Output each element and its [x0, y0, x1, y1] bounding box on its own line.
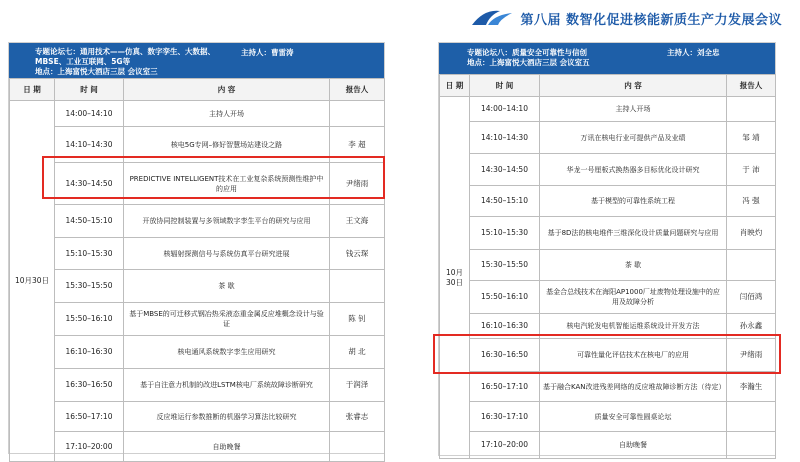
highlight-box [433, 334, 781, 374]
session-title: 质量安全可靠性圆桌论坛 [540, 402, 727, 432]
session-time: 14:50–15:10 [55, 205, 124, 238]
session-title: 主持人开场 [540, 97, 727, 122]
session-title: 基于自注意力机制的改进LSTM核电厂系统故障诊断研究 [124, 369, 330, 402]
forum-eight-title: 专题论坛八：质量安全可靠性与信创 [467, 48, 587, 57]
session-reporter: 陈 钊 [330, 303, 385, 336]
forum-eight-location: 地点：上海富悦大酒店三层 会议室五 [467, 58, 590, 67]
schedule-row [440, 122, 776, 154]
session-time: 16:10–16:30 [470, 314, 540, 339]
schedule-row [440, 97, 776, 122]
session-title: 可靠性量化评估技术在核电厂的应用 [540, 339, 727, 372]
session-title: 核电汽轮发电机智能运维系统设计开发方法 [540, 314, 727, 339]
session-time: 16:50–17:10 [55, 402, 124, 432]
date-column-header: 日 期 [10, 79, 55, 101]
schedule-row [440, 372, 776, 402]
session-time: 15:10–15:30 [470, 217, 540, 250]
date-column-header: 日 期 [440, 75, 470, 97]
session-time: 15:50–16:10 [55, 303, 124, 336]
session-reporter [727, 402, 776, 432]
session-reporter: 尹绪雨 [330, 163, 385, 205]
forum-seven-schedule-table [9, 78, 385, 462]
schedule-row [440, 217, 776, 250]
forum-seven-panel [8, 42, 385, 454]
forum-seven-title: 专题论坛七：通用技术——仿真、数字孪生、大数据、MBSE、工业互联网、5G等 [35, 47, 215, 66]
schedule-row [440, 281, 776, 314]
session-time: 16:10–16:30 [55, 336, 124, 369]
session-time: 17:10–20:00 [55, 432, 124, 462]
content-column-header: 内 容 [124, 79, 330, 101]
schedule-row [440, 186, 776, 217]
forum-seven-host: 主持人：曹雷涛 [241, 48, 294, 57]
session-reporter: 于 沛 [727, 154, 776, 186]
session-reporter: 冯 强 [727, 186, 776, 217]
session-title: 基于MBSE的可迁移式钢冶热采液态重金属反应堆概念设计与验证 [124, 303, 330, 336]
session-reporter: 闫佰鸿 [727, 281, 776, 314]
session-time: 15:30–15:50 [55, 270, 124, 303]
forum-eight-panel [438, 42, 776, 456]
session-reporter: 钱云琛 [330, 238, 385, 270]
session-time: 16:30–16:50 [55, 369, 124, 402]
session-reporter: 邹 靖 [727, 122, 776, 154]
forum-seven-location: 地点：上海富悦大酒店三层 会议室三 [35, 67, 158, 76]
session-time: 14:10–14:30 [470, 122, 540, 154]
schedule-row [10, 238, 385, 270]
session-time: 14:00–14:10 [55, 101, 124, 127]
forum-eight-host: 主持人：刘全忠 [667, 48, 720, 57]
schedule-row [10, 303, 385, 336]
session-reporter: 张睿志 [330, 402, 385, 432]
session-reporter: 肖映灼 [727, 217, 776, 250]
session-time: 14:30–14:50 [470, 154, 540, 186]
session-reporter [727, 250, 776, 281]
session-time: 17:10–20:00 [470, 432, 540, 459]
schedule-row [10, 336, 385, 369]
time-column-header: 时 间 [55, 79, 124, 101]
schedule-row [10, 402, 385, 432]
session-reporter [330, 101, 385, 127]
session-title: 反应堆运行参数推断的机器学习算法比较研究 [124, 402, 330, 432]
session-reporter: 于润泽 [330, 369, 385, 402]
session-reporter [727, 97, 776, 122]
session-date: 10月30日 [440, 97, 470, 459]
schedule-row [10, 432, 385, 462]
conference-title: 第八届 数智化促进核能新质生产力发展会议 [520, 12, 782, 28]
content-column-header: 内 容 [540, 75, 727, 97]
session-title: 自助晚餐 [124, 432, 330, 462]
reporter-column-header: 报告人 [330, 79, 385, 101]
conference-emblem-icon [470, 7, 514, 29]
session-reporter: 尹绪雨 [727, 339, 776, 372]
schedule-row [440, 154, 776, 186]
session-time: 15:10–15:30 [55, 238, 124, 270]
schedule-row [10, 369, 385, 402]
session-title: 茶 歇 [124, 270, 330, 303]
schedule-row [440, 250, 776, 281]
table-header-row [10, 79, 385, 101]
session-time: 15:50–16:10 [470, 281, 540, 314]
forum-eight-header [439, 43, 775, 74]
reporter-column-header: 报告人 [727, 75, 776, 97]
session-time: 15:30–15:50 [470, 250, 540, 281]
session-reporter: 王文海 [330, 205, 385, 238]
session-title: 基于融合KAN改进残差网络的反应堆故障诊断方法（待定） [540, 372, 727, 402]
session-title: 主持人开场 [124, 101, 330, 127]
time-column-header: 时 间 [470, 75, 540, 97]
session-reporter: 孙永鑫 [727, 314, 776, 339]
session-reporter [727, 432, 776, 459]
session-title: 开放协同控制装置与多领域数字孪生平台的研究与应用 [124, 205, 330, 238]
session-reporter [330, 432, 385, 462]
session-time: 16:30–17:10 [470, 402, 540, 432]
session-title: 基于模型的可靠性系统工程 [540, 186, 727, 217]
session-title: PREDICTIVE INTELLIGENT技术在工业复杂系统预测性维护中的应用 [124, 163, 330, 205]
session-time: 14:10–14:30 [55, 127, 124, 163]
forum-seven-header [9, 43, 384, 78]
schedule-row [440, 432, 776, 459]
session-title: 万讯在核电行业可提供产品及业绩 [540, 122, 727, 154]
session-title: 核电通风系统数字孪生应用研究 [124, 336, 330, 369]
session-title: 茶 歇 [540, 250, 727, 281]
session-reporter: 胡 北 [330, 336, 385, 369]
session-time: 14:30–14:50 [55, 163, 124, 205]
session-time: 16:50–17:10 [470, 372, 540, 402]
schedule-row [440, 402, 776, 432]
session-date: 10月30日 [10, 101, 55, 462]
session-reporter [330, 270, 385, 303]
session-title: 基于8D法的核电堆件三维深化设计质量问题研究与应用 [540, 217, 727, 250]
schedule-row [10, 205, 385, 238]
session-title: 华龙一号厘板式换热器多目标优化设计研究 [540, 154, 727, 186]
session-reporter: 李瀚生 [727, 372, 776, 402]
session-time: 16:30–16:50 [470, 339, 540, 372]
table-header-row [440, 75, 776, 97]
session-title: 自助晚餐 [540, 432, 727, 459]
session-reporter: 李 超 [330, 127, 385, 163]
forum-eight-schedule-table [439, 74, 776, 459]
schedule-row [10, 101, 385, 127]
schedule-row [10, 270, 385, 303]
session-title: 核电5G专网–修好智慧场站建设之路 [124, 127, 330, 163]
session-title: 核辐射探测信号与系统仿真平台研究进展 [124, 238, 330, 270]
highlight-box [42, 156, 385, 199]
session-time: 14:50–15:10 [470, 186, 540, 217]
conference-logo [470, 4, 782, 32]
session-time: 14:00–14:10 [470, 97, 540, 122]
session-title: 基金合总线技术在海阳AP1000厂址废物处理设施中的应用及故障分析 [540, 281, 727, 314]
